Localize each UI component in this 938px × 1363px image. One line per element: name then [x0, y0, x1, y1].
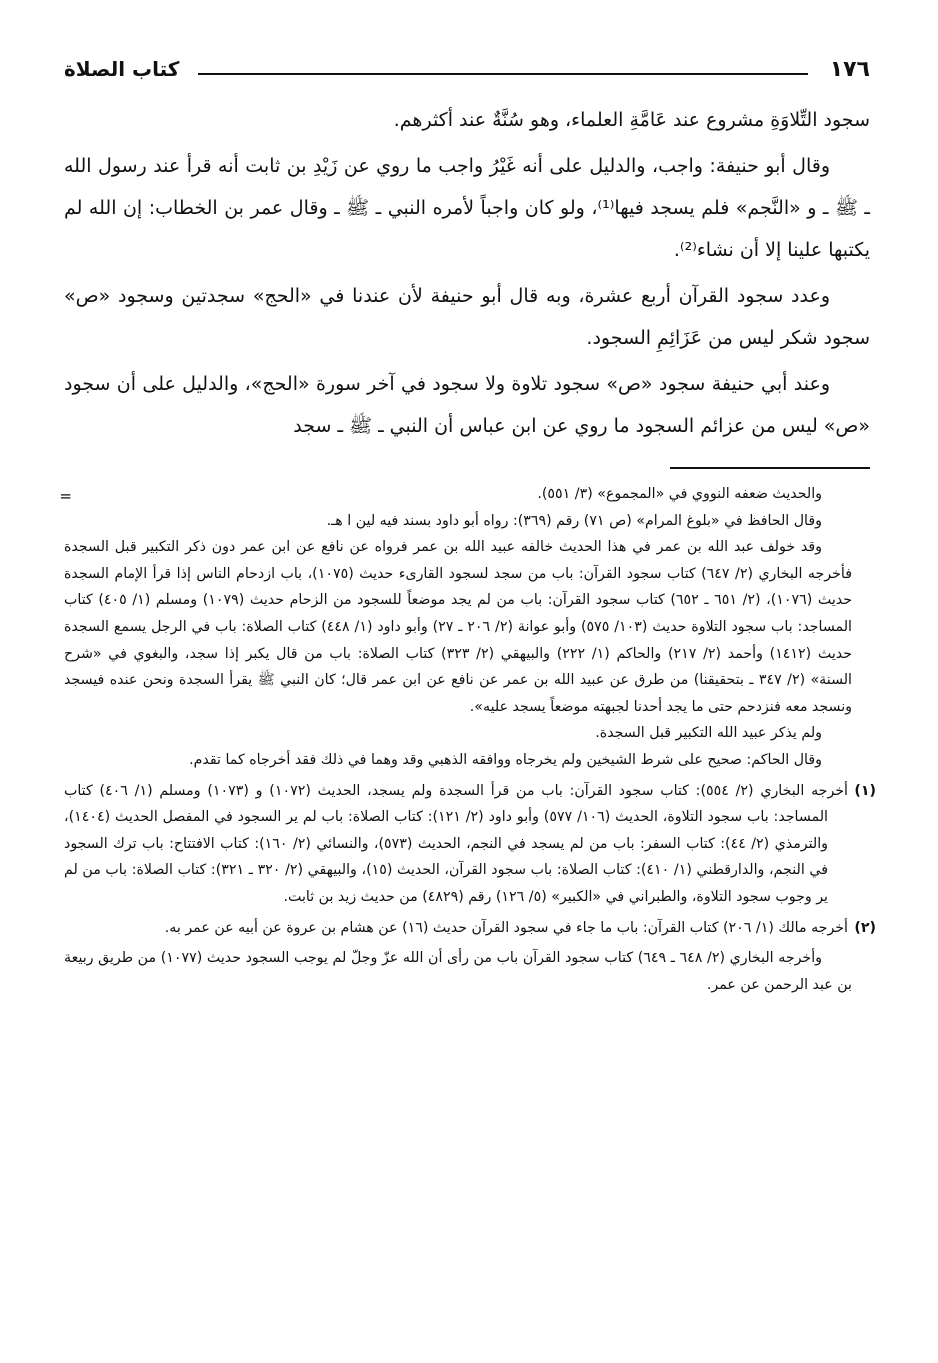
page-header [64, 55, 870, 89]
footnote-line: ولم يذكر عبيد الله التكبير قبل السجدة. [595, 725, 822, 742]
book-title: كتاب الصلاة [64, 57, 180, 81]
paragraph: وعدد سجود القرآن أربع عشرة، وبه قال أبو حنيفة لأن عندنا في «الحج» سجدتين وسجود «ص» سجود شكر ليس من عَزَائِمِ السجود. [64, 285, 870, 349]
paragraph: وقال أبو حنيفة: واجب، والدليل على أنه غَيْرُ واجب ما روي عن زَيْدِ بن ثابت أنه قرأ عند رسول الله ـ ﷺ ـ و «النَّجم» فلم يسجد فيها⁽¹⁾، ولو كان واجباً لأمره النبي ـ ﷺ ـ وقال عمر بن الخطاب: إن الله لم يكتبها علينا إلا أن نشاء⁽²⁾. [64, 155, 870, 261]
footnote-line: والحديث ضعفه النووي في «المجموع» (٣/ ٥٥١). [537, 486, 822, 502]
footnote-line: وقد خولف عبد الله بن عمر في هذا الحديث خالفه عبيد الله بن عمر فرواه عن نافع عن ابن عمر دون ذكر التكبير قبل السجدة فأخرجه البخاري (٢/ ٦٤٧) كتاب سجود القرآن: باب من سجد لسجود القارىء حديث (١٠٧٥)، باب ازدحام الناس إذا قرأ الإمام السجدة حديث (١٠٧٦)، (٢/ ٦٥١ ـ ٦٥٢) كتاب سجود القرآن: باب من لم يجد موضعاً للسجود من الزحام حديث (١٠٧٩) ومسلم (١/ ٤٠٥) كتاب المساجد: باب سجود التلاوة حديث (١٠٣/ ٥٧٥) وأبو عوانة (٢/ ٢٠٦ ـ ٢٧) وأبو داود (١/ ٤٤٨) كتاب الصلاة: باب في الرجل يسمع السجدة حديث (١٤١٢) وأحمد (٢/ ٢١٧) والحاكم (١/ ٢٢٢) والبيهقي (٢/ ٣٢٣) كتاب الصلاة: باب من قال يكبر إذا سجد، والبغوي في «شرح السنة» (٢/ ٣٤٧ ـ بتحقيقنا) من طرق عن عبيد الله بن عمر عن نافع عن ابن عمر قال؛ كان النبي ﷺ يقرأ السجدة ونحن عنده فيسجد ونسجد معه فنزدحم حتى ما يجد أحدنا لجبهته موضعاً يسجد عليه». [64, 539, 852, 715]
footnote-line: وقال الحاكم: صحيح على شرط الشيخين ولم يخرجاه ووافقه الذهبي وقد وهما في ذلك فقد أخرجاه كما تقدم. [189, 751, 822, 768]
footnote-continuation-mark: = [59, 487, 72, 505]
main-text [64, 99, 870, 447]
footnotes [64, 481, 876, 998]
footnote-line: وقال الحافظ في «بلوغ المرام» (ص ٧١) رقم (٣٦٩): رواه أبو داود بسند فيه لين ا هـ. [326, 512, 822, 529]
paragraph: وعند أبي حنيفة سجود «ص» سجود تلاوة ولا سجود في آخر سورة «الحج»، والدليل على أن سجود «ص» ليس من عزائم السجود ما روي عن ابن عباس أن النبي ـ ﷺ ـ سجد [64, 373, 870, 437]
footnote-line: وأخرجه البخاري (٢/ ٦٤٨ ـ ٦٤٩) كتاب سجود القرآن باب من رأى أن الله عزّ وجلّ لم يوجب السجود حديث (١٠٧٧) من طريق ربيعة بن عبد الرحمن عن عمر. [64, 950, 852, 993]
book-page [59, 55, 876, 1345]
page-number: ١٧٦ [829, 57, 870, 82]
footnote-1: (١)أخرجه البخاري (٢/ ٥٥٤): كتاب سجود القرآن: باب من قرأ السجدة ولم يسجد، الحديث (١٠٧٢) و (١٠٧٣) ومسلم (١/ ٤٠٦) كتاب المساجد: باب سجود التلاوة، الحديث (١٠٦/ ٥٧٧) وأبو داود (٢/ ١٢١): كتاب الصلاة: باب لم ير السجود في المفصل الحديث (١٤٠٤)، والترمذي (٢/ ٤٤): كتاب السفر: باب من لم يسجد في النجم، الحديث (٥٧٣)، والنسائي (٢/ ١٦٠): كتاب الافتتاح: باب ترك السجود في النجم، والدارقطني (١/ ٤١٠): كتاب الصلاة: باب سجود القرآن، الحديث (١٥)، والبيهقي (٢/ ٣٢٠ ـ ٣٢١): كتاب الصلاة: باب من لم ير وجوب سجود التلاوة، والطبراني في «الكبير» (٥/ ١٢٦) رقم (٤٨٢٩) من حديث زيد بن ثابت. [64, 782, 876, 905]
footnote-2: (٢)أخرجه مالك (١/ ٢٠٦) كتاب القرآن: باب ما جاء في سجود القرآن حديث (١٦) عن هشام بن عروة عن أبيه عن عمر به. [164, 919, 876, 936]
footnote-separator [670, 467, 870, 469]
paragraph: سجود التِّلاوَةِ مشروع عند عَامَّةِ العلماء، وهو سُنَّةٌ عند أكثرهم. [393, 109, 870, 131]
header-rule [198, 73, 808, 75]
